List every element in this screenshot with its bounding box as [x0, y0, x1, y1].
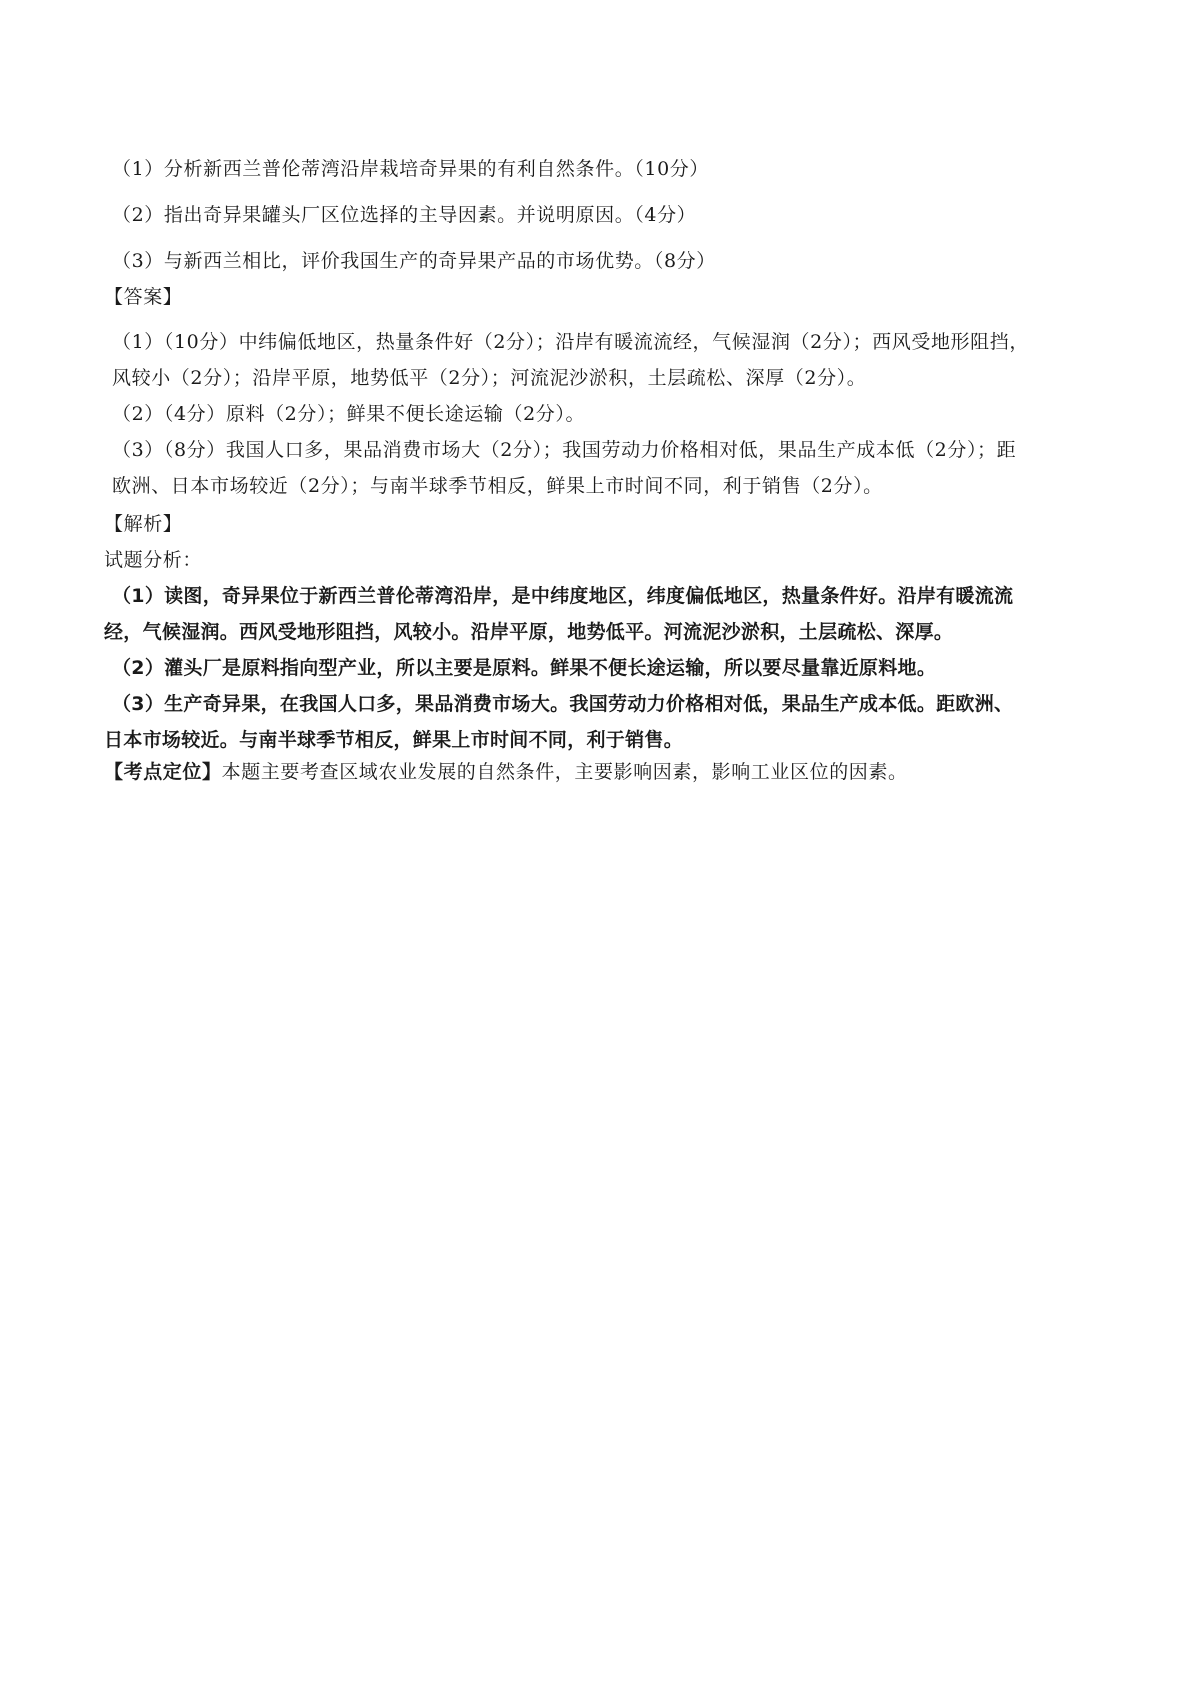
- answer-line-2: 风较小（2分）；沿岸平原，地势低平（2分）；河流泥沙淤积，土层疏松、深厚（2分）。: [112, 367, 867, 389]
- kaodian-label: 【考点定位】: [104, 761, 222, 783]
- kaodian-line: [104, 760, 1104, 784]
- analysis-line-5: 日本市场较近。与南半球季节相反，鲜果上市时间不同，利于销售。: [104, 729, 684, 751]
- answer-line-4: （3）（8分）我国人口多，果品消费市场大（2分）；我国劳动力价格相对低，果品生产成本低（2分）；距: [112, 439, 1017, 461]
- analysis-line-1: （1）读图，奇异果位于新西兰普伦蒂湾沿岸，是中纬度地区，纬度偏低地区，热量条件好。沿岸有暖流流: [112, 585, 1014, 607]
- answer-line-5: 欧洲、日本市场较近（2分）；与南半球季节相反，鲜果上市时间不同，利于销售（2分）。: [112, 475, 883, 497]
- answer-heading: 【答案】: [104, 286, 183, 308]
- question-3: （3）与新西兰相比，评价我国生产的奇异果产品的市场优势。（8分）: [112, 250, 716, 272]
- answer-line-3: （2）（4分）原料（2分）；鲜果不便长途运输（2分）。: [112, 403, 586, 425]
- analysis-line-3: （2）灌头厂是原料指向型产业，所以主要是原料。鲜果不便长途运输，所以要尽量靠近原料地。: [112, 657, 937, 679]
- question-1: （1）分析新西兰普伦蒂湾沿岸栽培奇异果的有利自然条件。（10分）: [112, 158, 709, 180]
- kaodian-text: 本题主要考查区域农业发展的自然条件，主要影响因素，影响工业区位的因素。: [221, 761, 908, 783]
- analysis-intro: 试题分析：: [104, 549, 203, 571]
- analysis-line-2: 经，气候湿润。西风受地形阻挡，风较小。沿岸平原，地势低平。河流泥沙淤积，土层疏松、深厚。: [104, 621, 954, 643]
- analysis-line-4: （3）生产奇异果，在我国人口多，果品消费市场大。我国劳动力价格相对低，果品生产成本低。距欧洲、: [112, 693, 1014, 715]
- analysis-heading: 【解析】: [104, 513, 183, 535]
- question-2: （2）指出奇异果罐头厂区位选择的主导因素。并说明原因。（4分）: [112, 204, 697, 226]
- answer-line-1: （1）（10分）中纬偏低地区，热量条件好（2分）；沿岸有暖流流经，气候湿润（2分）；西风受地形阻挡，: [112, 331, 1029, 353]
